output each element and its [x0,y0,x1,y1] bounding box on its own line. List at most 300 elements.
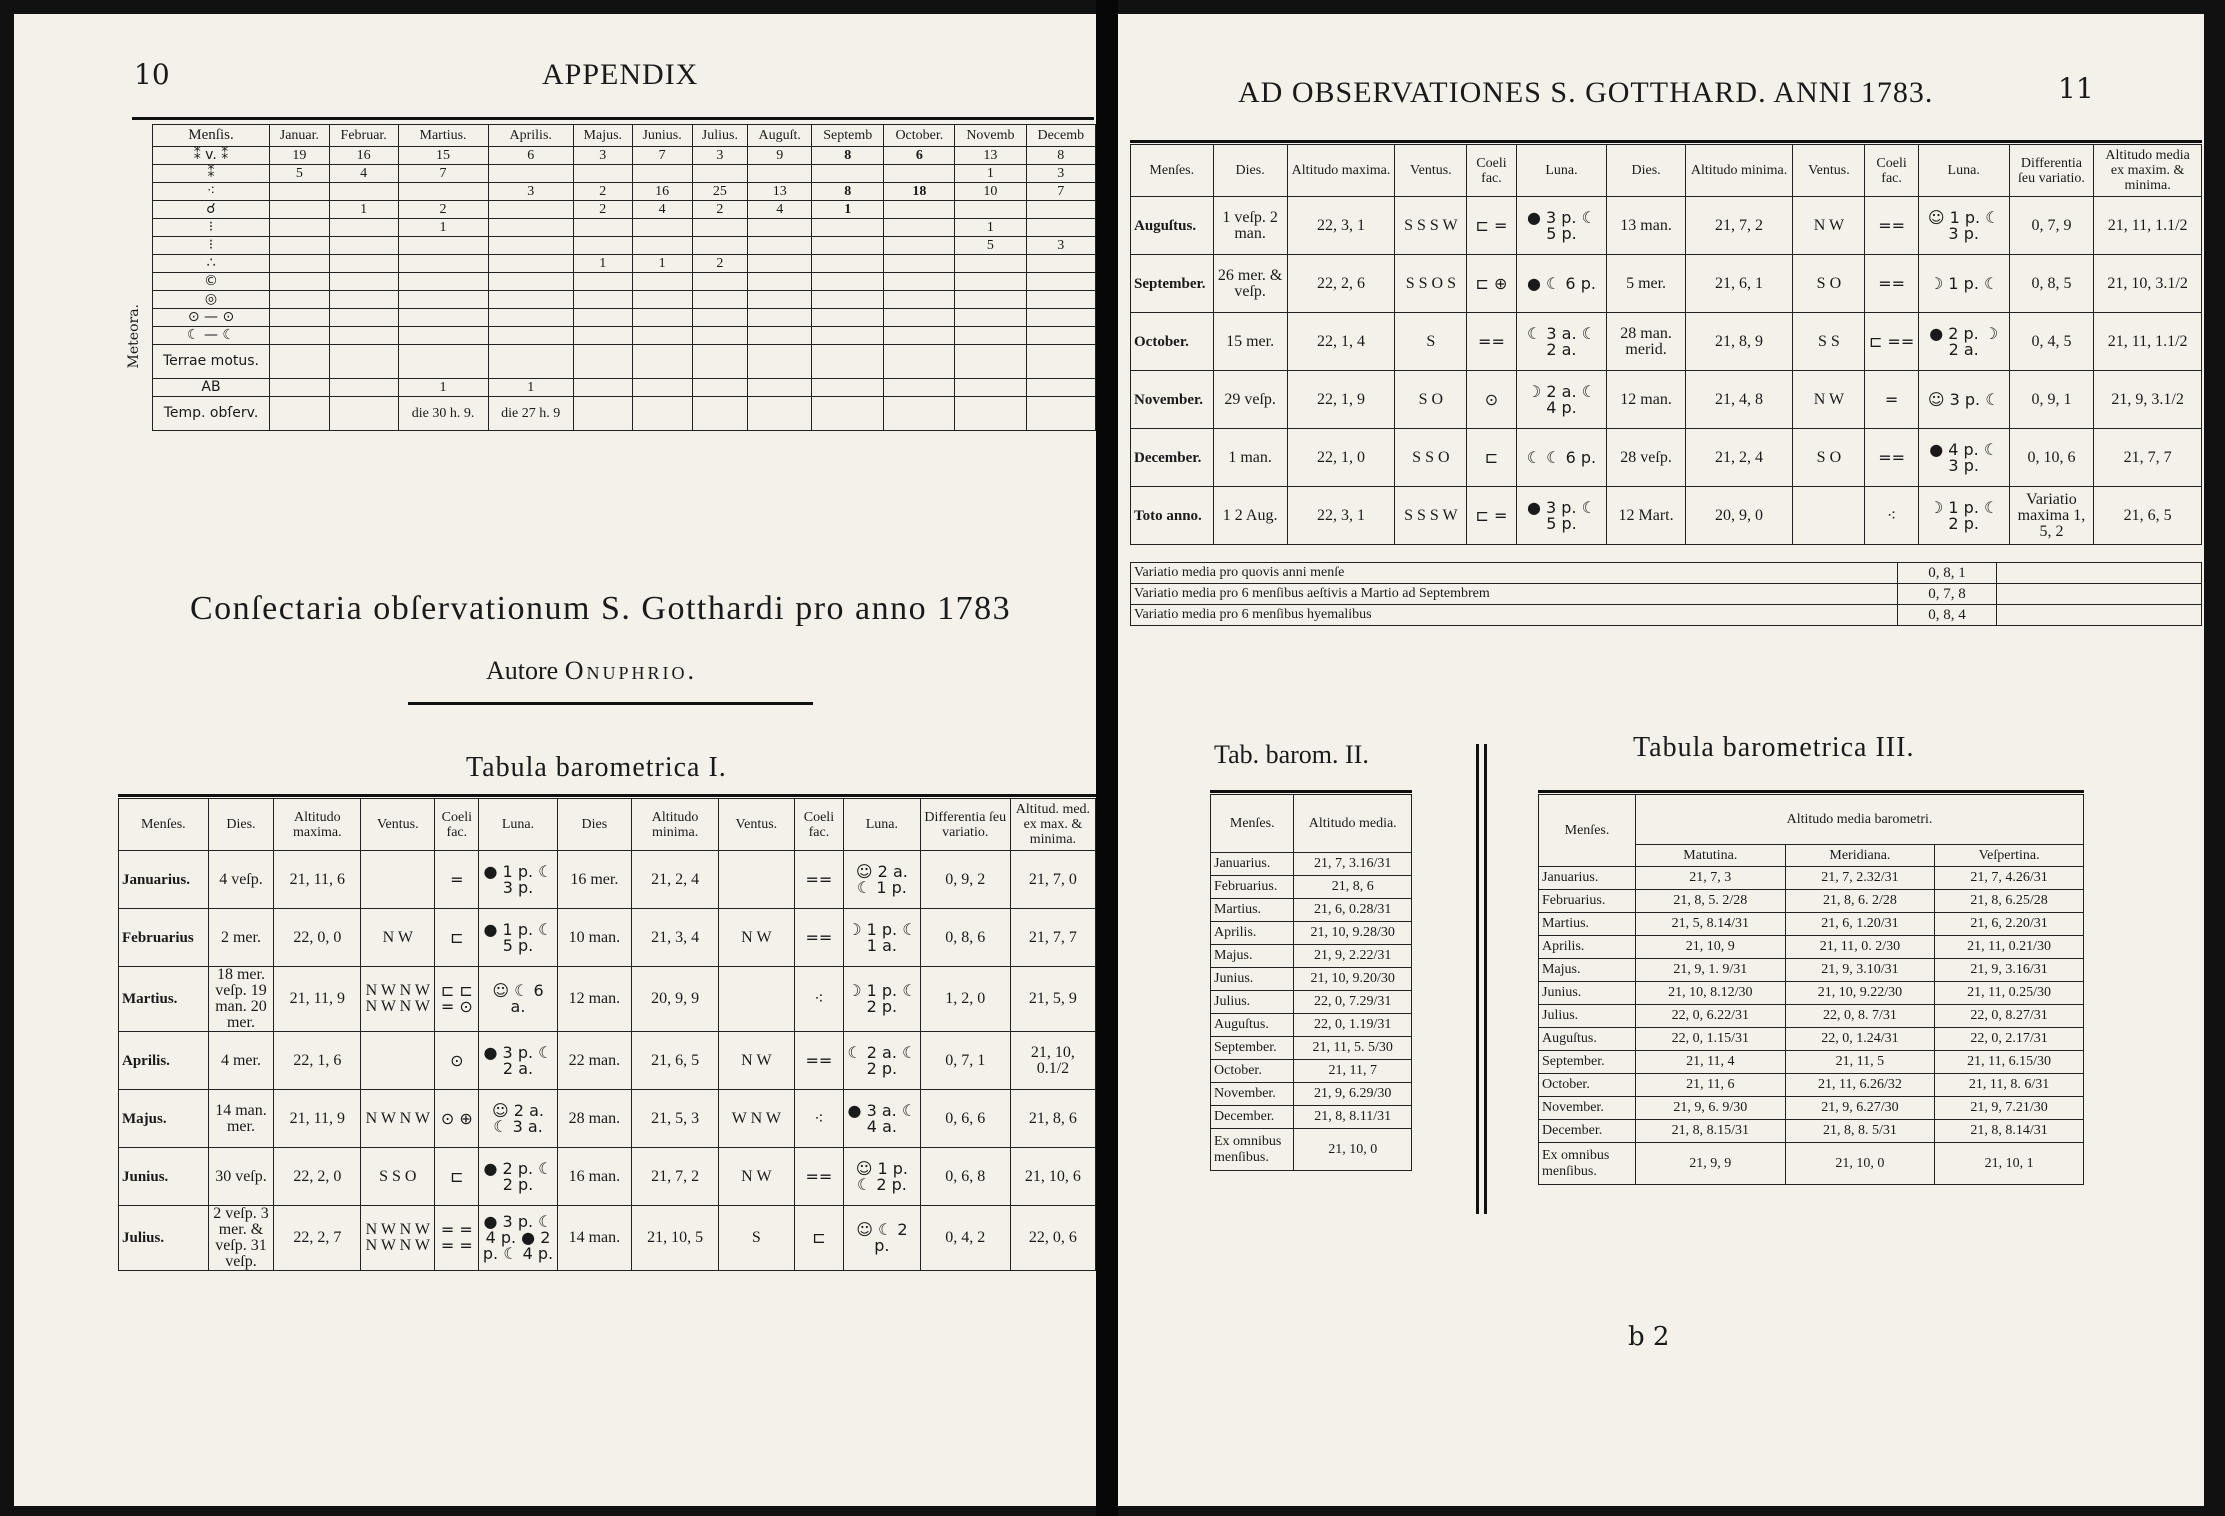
table-cell [632,273,692,291]
table-cell: S O [1793,255,1865,313]
table-cell: 22, 3, 1 [1287,487,1395,545]
table-cell [748,327,812,345]
table-cell: 3 [692,147,748,165]
table-cell [329,379,398,397]
month-cell: Auguſtus. [1539,1028,1636,1051]
table-cell: ☺ ☾ 2 p. [844,1206,920,1271]
table-cell: 21, 10, 5 [632,1206,719,1271]
table-cell: 18 mer. veſp. 19 man. 20 mer. [208,967,274,1032]
header-cell: Februar. [329,125,398,147]
table-cell: 21, 10, 3.1/2 [2094,255,2202,313]
table-cell: 22, 0, 6.22/31 [1636,1005,1786,1028]
table-cell [719,967,795,1032]
table-cell [812,345,884,379]
month-cell: Toto anno. [1131,487,1214,545]
variation-row [1131,584,2202,605]
blank-cell [1997,584,2202,605]
table-row [1211,1129,1412,1171]
table-cell: == [794,851,843,909]
table-row [153,379,1096,397]
table-row [119,1032,1096,1090]
table-cell: 2 [692,201,748,219]
table-cell: 1 [329,201,398,219]
table-cell: 21, 5, 3 [632,1090,719,1148]
table-cell [884,237,955,255]
table-cell: 21, 5, 9 [1010,967,1095,1032]
barometric-table-2 [1210,794,1412,1171]
variation-value: 0, 8, 1 [1898,563,1997,584]
header-cell: Coeli fac. [1865,145,1918,197]
table-row [1211,1060,1412,1083]
header-cell: Altitud. med. ex max. & minima. [1010,799,1095,851]
header-cell: Dies. [208,799,274,851]
table-cell: == [794,909,843,967]
month-cell: September. [1211,1037,1294,1060]
month-cell: Januarius. [1211,853,1294,876]
table-cell: ⊏ [435,909,479,967]
table-cell [398,309,488,327]
table-cell [692,397,748,431]
month-cell: Februarius. [1211,876,1294,899]
table-cell: ☽ 2 a. ☾ 4 p. [1516,371,1607,429]
table-cell: 2 [573,201,632,219]
variation-value: 0, 8, 4 [1898,605,1997,626]
table-cell: ⁖ [1865,487,1918,545]
table-cell [1026,255,1095,273]
table-row [153,219,1096,237]
running-head: AD OBSERVATIONES S. GOTTHARD. ANNI 1783. [1238,76,1934,109]
table-cell [398,345,488,379]
table-cell: ⊏ == [1865,313,1918,371]
header-cell: Dies. [1213,145,1287,197]
table-cell [692,291,748,309]
table-cell: 21, 7, 2 [632,1148,719,1206]
table-cell: 22, 2, 7 [274,1206,361,1271]
table-cell [488,273,573,291]
month-cell: Januarius. [119,851,209,909]
table-cell [748,379,812,397]
table-cell: 13 [955,147,1026,165]
table-cell: 0, 6, 6 [920,1090,1010,1148]
month-cell: November. [1539,1097,1636,1120]
table-cell: 4 veſp. [208,851,274,909]
table-cell: 21, 7, 2 [1685,197,1793,255]
table-cell: S S S W [1395,197,1467,255]
table-cell: 21, 9, 2.22/31 [1294,945,1412,968]
table-cell [361,851,435,909]
table-cell: ☽ 1 p. ☾ 2 p. [1918,487,2009,545]
table-cell: 4 [632,201,692,219]
header-row [1131,145,2202,197]
table-cell [692,237,748,255]
barometric-table-1 [118,798,1096,1271]
table-cell [719,851,795,909]
table-row [1211,922,1412,945]
table-cell: == [794,1032,843,1090]
table-cell: 21, 8, 6. 2/28 [1785,890,1935,913]
table-row [153,147,1096,165]
table-cell: == [1865,429,1918,487]
header-cell: Julius. [692,125,748,147]
table-cell [329,183,398,201]
table-cell: 22, 0, 1.19/31 [1294,1014,1412,1037]
table-cell [488,201,573,219]
table-cell: 21, 8, 8.15/31 [1636,1120,1786,1143]
table-row [1131,255,2202,313]
table-cell: 21, 9, 6. 9/30 [1636,1097,1786,1120]
page-number: 10 [134,58,170,91]
blank-cell [1997,563,2202,584]
tab3-top-rule [1538,790,2084,793]
month-cell: November. [1211,1083,1294,1106]
header-cell: Differentia ſeu variatio. [2009,145,2094,197]
table-cell [632,345,692,379]
table-cell: 21, 7, 3 [1636,867,1786,890]
table-cell: 0, 9, 2 [920,851,1010,909]
table-cell [748,345,812,379]
table-row [153,237,1096,255]
cont-top-rule [1130,140,2202,143]
table-cell [632,379,692,397]
table-row [1539,1028,2084,1051]
month-cell: Martius. [1211,899,1294,922]
table-cell [573,397,632,431]
table-cell: 21, 9, 3.1/2 [2094,371,2202,429]
table-cell: ⊙ ⊕ [435,1090,479,1148]
table-cell [812,379,884,397]
month-cell: Auguſtus. [1211,1014,1294,1037]
table-cell: ☾ 2 a. ☾ 2 p. [844,1032,920,1090]
table-cell [692,309,748,327]
table-row [119,851,1096,909]
month-cell: Februarius. [1539,890,1636,913]
table-cell: 22, 0, 1.24/31 [1785,1028,1935,1051]
table-cell: 21, 11, 7 [1294,1060,1412,1083]
row-label: AB [153,379,270,397]
header-cell: Luna. [1918,145,2009,197]
table-cell: 21, 7, 7 [2094,429,2202,487]
table-cell: 14 man. [557,1206,632,1271]
table-cell: ☺ 2 a. ☾ 3 a. [479,1090,557,1148]
table-cell: 28 veſp. [1607,429,1685,487]
table-row [1211,1083,1412,1106]
header-cell: Altitudo media ex maxim. & minima. [2094,145,2202,197]
table-cell: 21, 10, 9.20/30 [1294,968,1412,991]
right-page [1118,14,2204,1506]
table-cell [632,219,692,237]
table-cell [884,345,955,379]
table-row [1211,1014,1412,1037]
table-cell: ⊏ [1467,429,1516,487]
month-cell: September. [1131,255,1214,313]
table-cell: 21, 11, 1.1/2 [2094,197,2202,255]
header-cell: Ventus. [1395,145,1467,197]
barometric-table-1-continued [1130,144,2202,545]
header-cell: Differentia ſeu variatio. [920,799,1010,851]
table-cell: 22, 1, 9 [1287,371,1395,429]
table-cell: 21, 8, 8.14/31 [1935,1120,2084,1143]
table-cell [884,327,955,345]
table-cell: 21, 6, 5 [2094,487,2202,545]
table-cell: 21, 7, 2.32/31 [1785,867,1935,890]
table-cell: S S O [361,1148,435,1206]
table-cell: S S [1793,313,1865,371]
header-cell: Dies [557,799,632,851]
table-cell [812,255,884,273]
header-cell: Menſes. [1131,145,1214,197]
table-row [119,909,1096,967]
table-cell: ● ☾ 6 p. [1516,255,1607,313]
table-cell: 21, 6, 1 [1685,255,1793,313]
table-row [1539,959,2084,982]
table-cell [270,219,330,237]
table-cell [573,379,632,397]
table-cell: ☾ 3 a. ☾ 2 a. [1516,313,1607,371]
table-cell: ⁖ [794,967,843,1032]
table-cell: 20, 9, 0 [1685,487,1793,545]
table-cell: 2 [573,183,632,201]
table-row [1539,1143,2084,1185]
table-cell: 12 man. [1607,371,1685,429]
header-cell: Menſis. [153,125,270,147]
table-cell [748,309,812,327]
month-cell: November. [1131,371,1214,429]
table-cell: 21, 10, 8.12/30 [1636,982,1786,1005]
tab2-caption: Tab. barom. II. [1214,740,1369,769]
table-cell [748,397,812,431]
table-cell [632,237,692,255]
header-cell: Martius. [398,125,488,147]
table-cell [329,255,398,273]
table-row [1539,913,2084,936]
table-cell [884,397,955,431]
header-row [1211,795,1412,853]
table-cell: 21, 11, 0.21/30 [1935,936,2084,959]
table-cell: ⊙ [435,1032,479,1090]
table-cell: 21, 7, 0 [1010,851,1095,909]
table-cell: 16 [329,147,398,165]
table-cell: 21, 2, 4 [632,851,719,909]
table-cell: ⊏ [435,1148,479,1206]
row-label: ⁖ [153,183,270,201]
table-cell: 21, 11, 5 [1785,1051,1935,1074]
table-cell [748,237,812,255]
table-cell: 21, 9, 3.16/31 [1935,959,2084,982]
table-cell [398,255,488,273]
variation-row [1131,605,2202,626]
table-cell: ● 3 p. ☾ 4 p. ● 2 p. ☾ 4 p. [479,1206,557,1271]
table-cell: 12 Mart. [1607,487,1685,545]
table-cell [1026,345,1095,379]
table-cell [692,379,748,397]
table-row [153,291,1096,309]
table-cell: 22, 0, 6 [1010,1206,1095,1271]
table-cell [692,165,748,183]
table-cell: S S O S [1395,255,1467,313]
table-cell: 22, 1, 6 [274,1032,361,1090]
table-cell [573,219,632,237]
table-row [1539,1051,2084,1074]
table-cell [270,327,330,345]
table-cell: ⊏ [794,1206,843,1271]
consectaria-title: Conſectaria obſervationum S. Gotthardi pro anno 1783 [190,590,1012,627]
table-cell [955,255,1026,273]
month-cell: December. [1539,1120,1636,1143]
header-cell: Ventus. [1793,145,1865,197]
table-cell [692,345,748,379]
month-cell: Ex omnibus menſibus. [1539,1143,1636,1185]
table-cell: 0, 7, 1 [920,1032,1010,1090]
variation-row [1131,563,2202,584]
table-cell [884,219,955,237]
table-cell [955,379,1026,397]
double-rule-b [1484,744,1487,1214]
table-cell: 4 [329,165,398,183]
header-cell: Majus. [573,125,632,147]
row-label: ⁝ [153,219,270,237]
table-cell: ☺ 1 p. ☾ 2 p. [844,1148,920,1206]
table-cell [692,273,748,291]
table-cell: 8 [1026,147,1095,165]
table-row [1539,936,2084,959]
month-cell: Majus. [1539,959,1636,982]
header-cell: Aprilis. [488,125,573,147]
table-cell [488,219,573,237]
header-cell: Auguſt. [748,125,812,147]
table-cell [270,201,330,219]
author-name: Onuphrio. [564,656,697,685]
table-cell: ☽ 1 p. ☾ 1 a. [844,909,920,967]
header-cell: Menſes. [119,799,209,851]
table-cell [270,345,330,379]
table-cell [329,309,398,327]
table-cell: == [1467,313,1516,371]
table-cell [1026,219,1095,237]
month-cell: Junius. [1211,968,1294,991]
table-cell: W N W [719,1090,795,1148]
table-cell [270,379,330,397]
month-cell: Ex omnibus menſibus. [1211,1129,1294,1171]
table-row [153,345,1096,379]
table-cell: 21, 10, 9 [1636,936,1786,959]
table-row [119,1090,1096,1148]
table-cell [573,327,632,345]
table-cell: 4 mer. [208,1032,274,1090]
table-cell [1793,487,1865,545]
month-cell: Julius. [119,1206,209,1271]
table-cell: 21, 8, 6 [1010,1090,1095,1148]
table-cell [692,219,748,237]
table-cell: N W N W N W N W [361,967,435,1032]
table-cell [955,327,1026,345]
month-cell: Auguſtus. [1131,197,1214,255]
table-cell: 21, 11, 6.26/32 [1785,1074,1935,1097]
table-cell [955,201,1026,219]
header-cell: Menſes. [1539,795,1636,867]
header-cell: Altitudo minima. [632,799,719,851]
table-cell [488,255,573,273]
table-row [153,397,1096,431]
table-cell: 3 [573,147,632,165]
table-cell [1026,309,1095,327]
table-row [1131,313,2202,371]
table-cell: die 27 h. 9 [488,397,573,431]
table-cell [573,291,632,309]
table-cell [955,309,1026,327]
table-cell: 22, 0, 2.17/31 [1935,1028,2084,1051]
table-cell: 21, 7, 7 [1010,909,1095,967]
table-cell [812,237,884,255]
month-cell: September. [1539,1051,1636,1074]
author-prefix: Autore [486,656,559,685]
table-cell: 22, 0, 0 [274,909,361,967]
table-cell: 19 [270,147,330,165]
table-cell: S [1395,313,1467,371]
table-cell: 21, 7, 4.26/31 [1935,867,2084,890]
header-cell: Matutina. [1636,845,1786,867]
variation-value: 0, 7, 8 [1898,584,1997,605]
table-cell: 22, 2, 0 [274,1148,361,1206]
table-row [153,327,1096,345]
table-cell [361,1032,435,1090]
header-cell: Luna. [479,799,557,851]
table-row [1131,429,2202,487]
table-cell: ● 2 p. ☽ 2 a. [1918,313,2009,371]
header-cell: Januar. [270,125,330,147]
header-cell: Junius. [632,125,692,147]
table-cell: 0, 4, 5 [2009,313,2094,371]
month-cell: Julius. [1539,1005,1636,1028]
table-cell [573,165,632,183]
table-cell [812,291,884,309]
table-cell: 22, 0, 7.29/31 [1294,991,1412,1014]
table-cell: 21, 5, 8.14/31 [1636,913,1786,936]
table-cell: 14 man. mer. [208,1090,274,1148]
table-cell: 21, 8, 5. 2/28 [1636,890,1786,913]
table-cell: 2 [398,201,488,219]
table-cell [270,273,330,291]
table-cell: 0, 10, 6 [2009,429,2094,487]
table-cell: 1 2 Aug. [1213,487,1287,545]
table-cell: ☾ ☾ 6 p. [1516,429,1607,487]
table-cell: N W [361,909,435,967]
table-cell: 21, 2, 4 [1685,429,1793,487]
table-cell [884,255,955,273]
table-cell [812,327,884,345]
table-cell: 22, 0, 8.27/31 [1935,1005,2084,1028]
table-cell: N W [1793,197,1865,255]
table-cell: 21, 6, 0.28/31 [1294,899,1412,922]
header-cell: Septemb [812,125,884,147]
table-row [153,165,1096,183]
table-cell: ● 3 a. ☾ 4 a. [844,1090,920,1148]
table-cell: 21, 11, 6 [274,851,361,909]
table-cell: 4 [748,201,812,219]
table-cell: ☺ ☾ 6 a. [479,967,557,1032]
table-cell: 12 man. [557,967,632,1032]
table-cell: ⊏ = [1467,197,1516,255]
table-cell: == [794,1148,843,1206]
table-cell: 21, 4, 8 [1685,371,1793,429]
table-cell: 13 [748,183,812,201]
row-label: ⊙ — ⊙ [153,309,270,327]
table-cell: 5 [955,237,1026,255]
table-cell [812,273,884,291]
table-cell: S O [1793,429,1865,487]
table-cell: die 30 h. 9. [398,397,488,431]
table-cell: 21, 11, 6 [1636,1074,1786,1097]
table-cell [884,201,955,219]
